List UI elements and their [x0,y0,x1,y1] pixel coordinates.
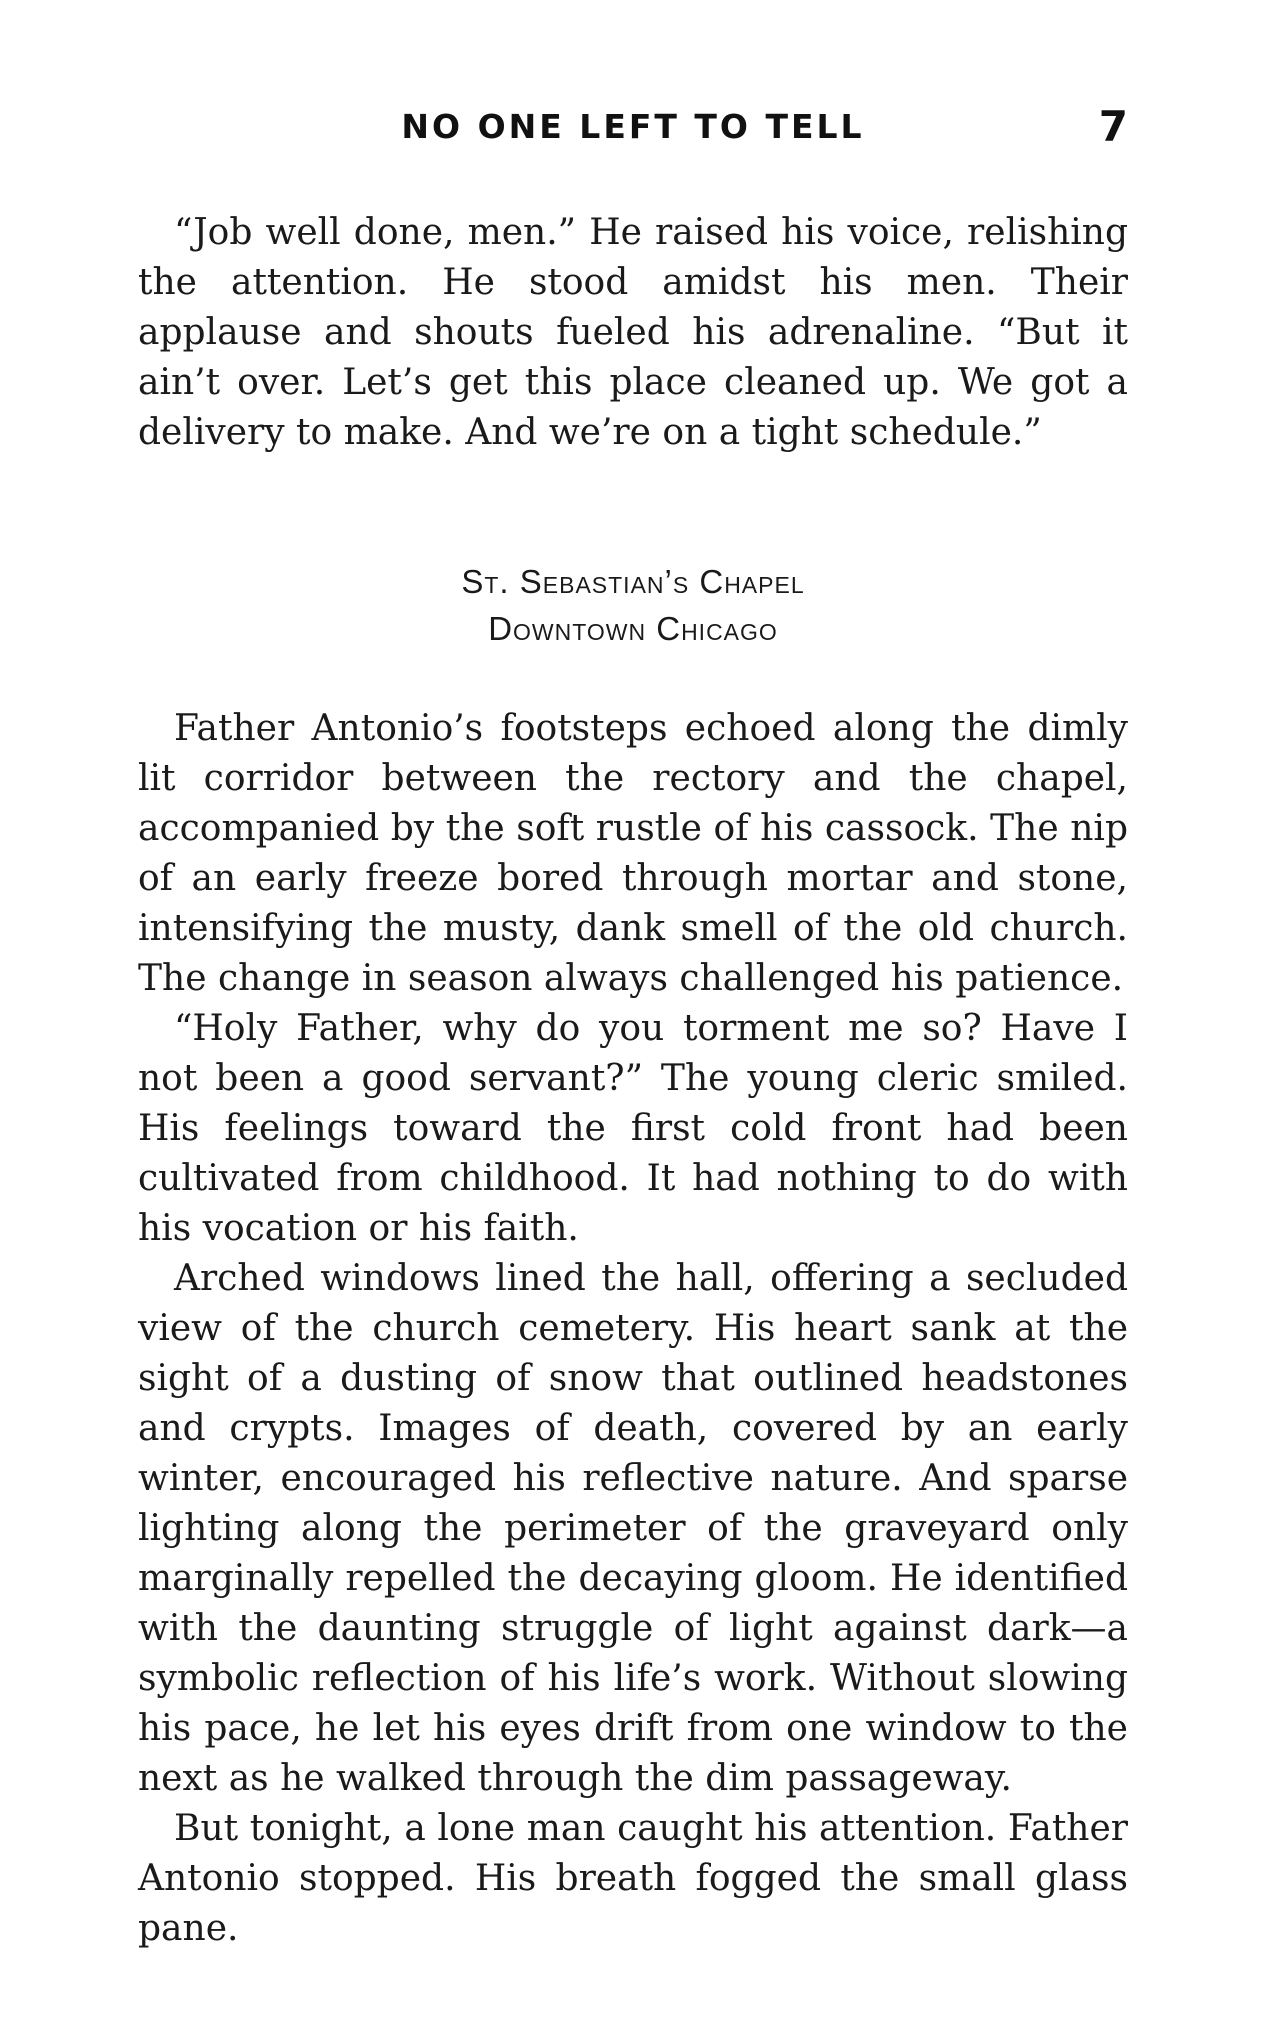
running-head [138,102,1128,152]
paragraph: “Job well done, men.” He raised his voice, relishing the attention. He stood amidst his men. Their applause and shouts fueled his adrenaline. “But it ain’t over. Let’s get this place cleaned up. We got a delivery to make. And we’re on a tight schedule.” [138,212,1128,453]
location-line-1: St. Sebastian’s Chapel [461,563,805,600]
paragraph: But tonight, a lone man caught his attention. Father Antonio stopped. His breath fogged the small glass pane. [138,1808,1128,1949]
location-line-2: Downtown Chicago [488,610,778,647]
scene-location-heading [138,558,1128,652]
body-text [138,208,1128,1954]
paragraph: “Holy Father, why do you torment me so? Have I not been a good servant?” The young cleric smiled. His feelings toward the first cold front had been cultivated from childhood. It had nothing to do with his vocation or his faith. [138,1008,1128,1249]
scene-break [138,458,1128,558]
book-page [138,0,1128,2025]
paragraph: Father Antonio’s footsteps echoed along the dimly lit corridor between the rectory and the chapel, accompanied by the soft rustle of his cassock. The nip of an early freeze bored through mortar and stone, intensifying the musty, dank smell of the old church. The change in season always challenged his patience. [138,708,1128,999]
paragraph: Arched windows lined the hall, offering a secluded view of the church cemetery. His heart sank at the sight of a dusting of snow that outlined headstones and crypts. Images of death, covered by an early winter, encouraged his reflective nature. And sparse lighting along the perimeter of the graveyard only marginally repelled the decaying gloom. He identified with the daunting struggle of light against dark—a symbolic reflection of his life’s work. Without slowing his pace, he let his eyes drift from one window to the next as he walked through the dim passageway. [138,1258,1128,1799]
running-head-title: NO ONE LEFT TO TELL [401,107,865,146]
page-number: 7 [1098,102,1128,151]
